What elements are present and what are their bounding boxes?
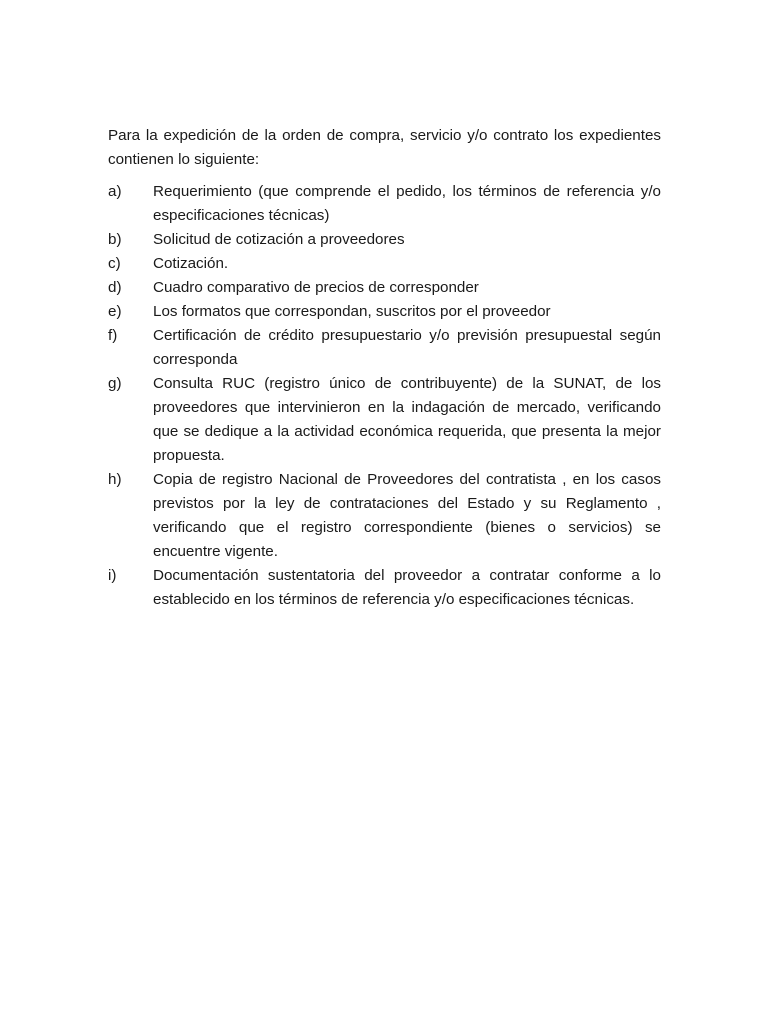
intro-paragraph: Para la expedición de la orden de compra, servicio y/o contrato los expedientes contienen lo siguiente: bbox=[108, 127, 661, 168]
list-item bbox=[108, 564, 661, 612]
list-item bbox=[108, 468, 661, 564]
list-item-text: Certificación de crédito presupuestario y/o previsión presupuestal según corresponda bbox=[153, 327, 661, 368]
list-item bbox=[108, 180, 661, 228]
list-marker: e) bbox=[108, 303, 122, 320]
list-item bbox=[108, 372, 661, 468]
list-item bbox=[108, 300, 661, 324]
list-item bbox=[108, 228, 661, 252]
list-marker: g) bbox=[108, 375, 122, 392]
list-marker: b) bbox=[108, 231, 122, 248]
list-item-text: Solicitud de cotización a proveedores bbox=[153, 231, 405, 248]
list-item-text: Copia de registro Nacional de Proveedores del contratista , en los casos previstos por la ley de contrataciones del Estado y su Reglamento , verificando que el registro correspondiente (bienes o servicios) se encuentre vigente. bbox=[153, 471, 661, 560]
list-marker: c) bbox=[108, 255, 121, 272]
requirements-list bbox=[108, 180, 661, 612]
list-item-text: Los formatos que correspondan, suscritos por el proveedor bbox=[153, 303, 551, 320]
list-item-text: Documentación sustentatoria del proveedor a contratar conforme a lo establecido en los términos de referencia y/o especificaciones técnicas. bbox=[153, 567, 661, 608]
list-item bbox=[108, 324, 661, 372]
list-marker: h) bbox=[108, 471, 122, 488]
list-marker: a) bbox=[108, 183, 122, 200]
list-marker: i) bbox=[108, 567, 117, 584]
list-item bbox=[108, 276, 661, 300]
list-marker: d) bbox=[108, 279, 122, 296]
document-body bbox=[108, 124, 661, 612]
list-item-text: Requerimiento (que comprende el pedido, los términos de referencia y/o especificaciones técnicas) bbox=[153, 183, 661, 224]
list-item-text: Cotización. bbox=[153, 255, 229, 272]
list-item bbox=[108, 252, 661, 276]
list-marker: f) bbox=[108, 327, 118, 344]
list-item-text: Consulta RUC (registro único de contribuyente) de la SUNAT, de los proveedores que intervinieron en la indagación de mercado, verificando que se dedique a la actividad económica requerida, que presenta la mejor propuesta. bbox=[153, 375, 661, 464]
list-item-text: Cuadro comparativo de precios de corresponder bbox=[153, 279, 479, 296]
